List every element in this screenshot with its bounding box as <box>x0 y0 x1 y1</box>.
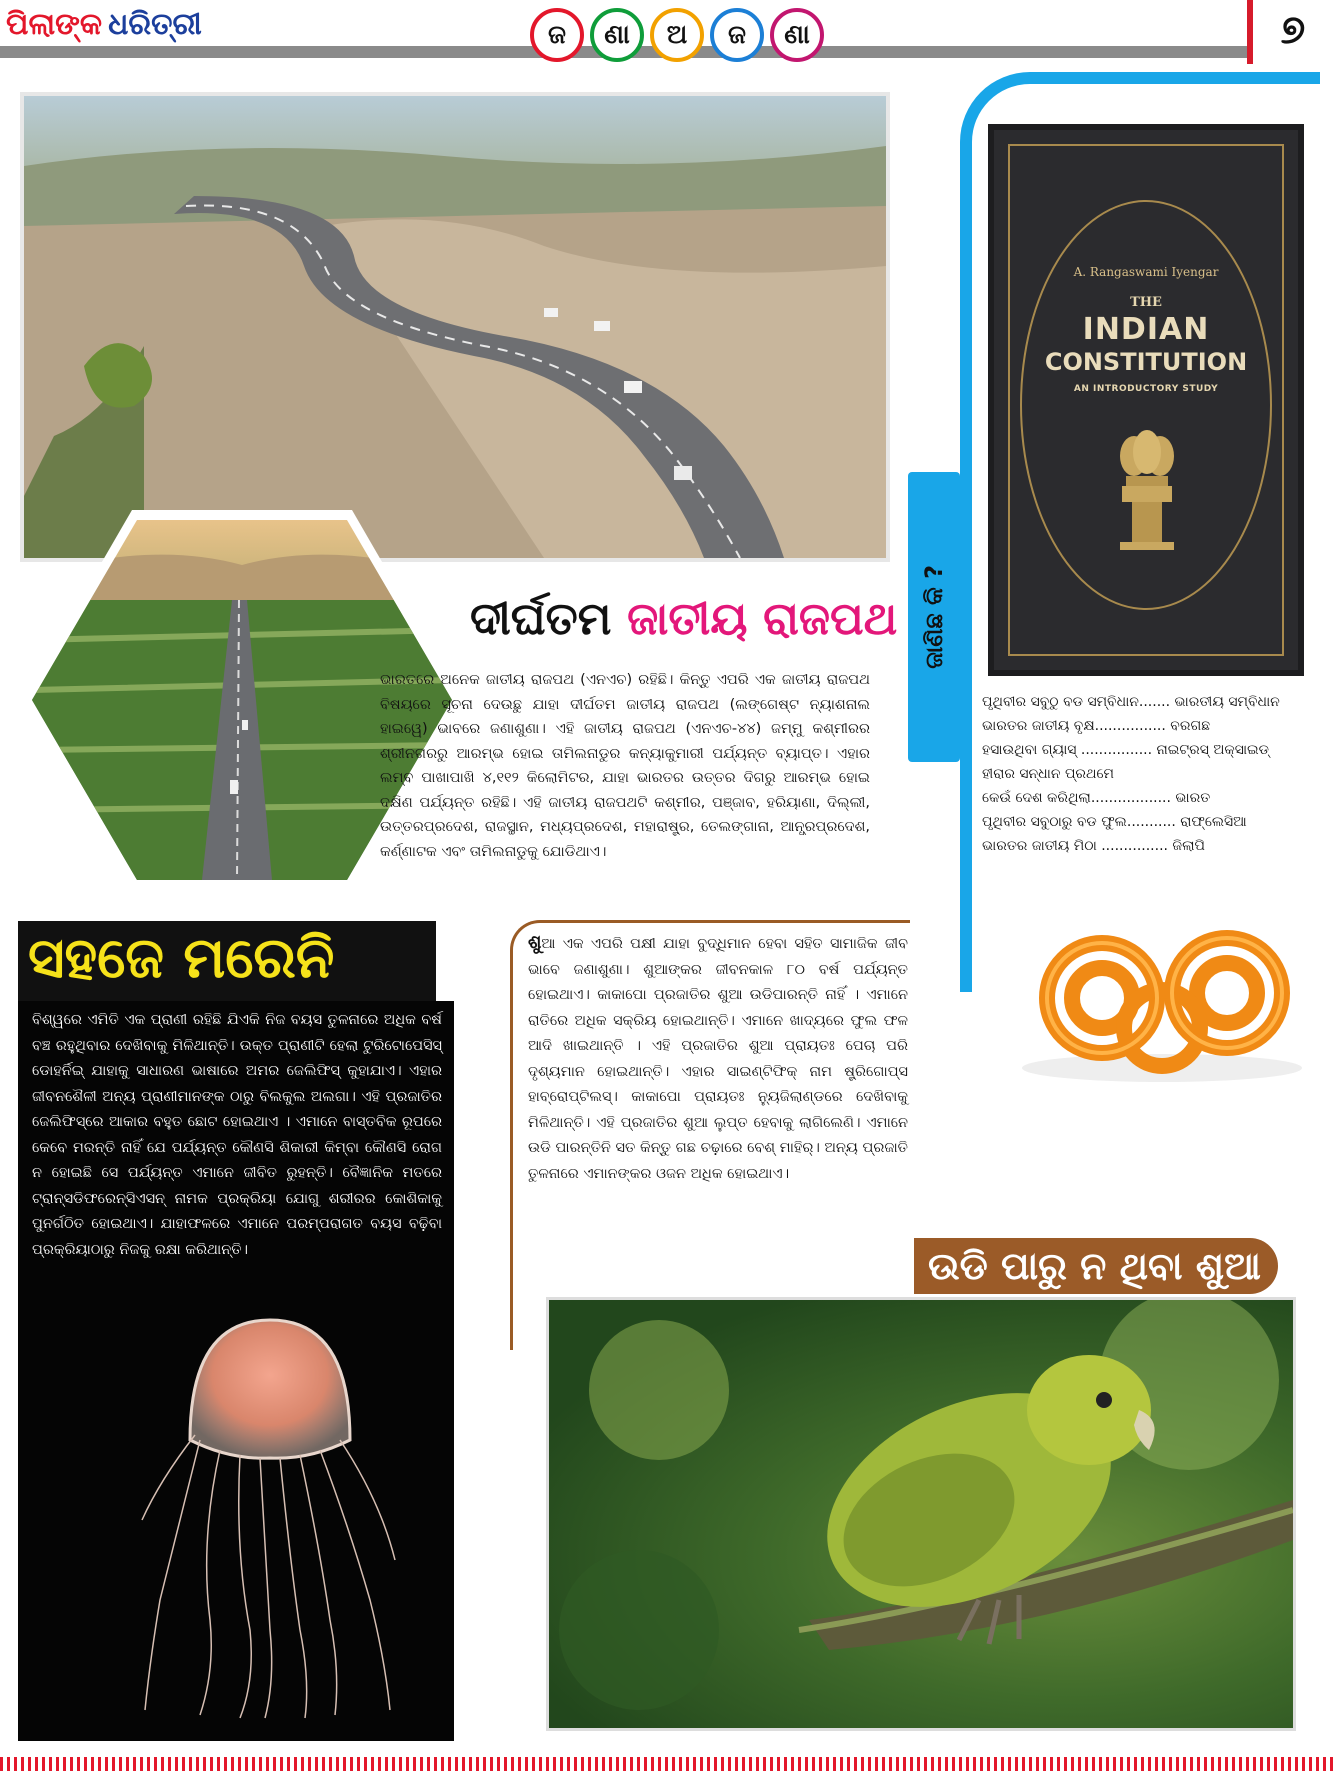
jellyfish-headline: ସହଜେ ମରେନି <box>28 926 335 991</box>
fact-item: ପୃଥିବୀର ସବୁଠୁ ବଡ ସମ୍ବିଧାନ....... ଭାରତୀୟ ସମ୍ବିଧାନ <box>982 694 1280 710</box>
brand-logo <box>6 4 202 44</box>
parrot-headline: ଉଡି ପାରୁ ନ ଥିବା ଶୁଆ <box>928 1243 1261 1288</box>
quiz-tab-label: ଜାଣିଛ କି ? <box>920 565 948 669</box>
national-emblem-icon <box>1112 428 1182 553</box>
headline-part-2: ଜାତୀୟ ରାଜପଥ <box>627 592 898 645</box>
jalebi-photo <box>1012 908 1312 1088</box>
kakapo-parrot-image <box>549 1300 1293 1728</box>
headline-part-1: ଦୀର୍ଘତମ <box>470 592 612 645</box>
highway-photo <box>20 92 890 562</box>
book-title-line1: INDIAN <box>1082 312 1210 347</box>
mountain-highway-image <box>24 96 886 558</box>
section-letter: ଜ <box>530 8 584 62</box>
section-letter: ଣା <box>770 8 824 62</box>
section-letter: ଣା <box>590 8 644 62</box>
book-title-line2: CONSTITUTION <box>1044 348 1248 376</box>
fact-item: ହସାଉଥିବା ଗ୍ୟାସ୍ ................ ନାଇଟ୍ରସ୍ ଅକ୍ସାଇଡ୍ <box>982 742 1270 758</box>
quiz-frame-cap <box>1290 72 1318 84</box>
parrot-body-text: ଆ ଏକ ଏପରି ପକ୍ଷୀ ଯାହା ବୁଦ୍ଧିମାନ ହେବା ସହିତ ସାମାଜିକ ଜୀବ ଭାବେ ଜଣାଶୁଣା। ଶୁଆଙ୍କର ଜୀବନକାଳ ୮୦ ବର୍ଷ ପର୍ଯ୍ୟନ୍ତ ହୋଇଥାଏ। କାକାପୋ ପ୍ରଜାତିର ଶୁଆ ଉଡିପାରନ୍ତି ନାହିଁ । ଏମାନେ ରାତିରେ ଅଧିକ ସକ୍ରିୟ ହୋଇଥାନ୍ତି। ଏମାନେ ଖାଦ୍ୟରେ ଫୁଲ ଫଳ ଆଦି ଖାଇଥାନ୍ତି । ଏହି ପ୍ରଜାତିର ଶୁଆ ପ୍ରାୟତଃ ପେଚା ପରି ଦୃଶ୍ୟମାନ ହୋଇଥାନ୍ତି। ଏହାର ସାଇଣ୍ଟିଫିକ୍ ନାମ ଷ୍ଟ୍ରିଗୋପ୍ସ ହାବ୍ରୋପ୍ଟିଲସ୍। କାକାପୋ ପ୍ରାୟତଃ ନ୍ୟୁଜିଲାଣ୍ଡରେ ଦେଖିବାକୁ ମିଳିଥାନ୍ତି। ଏହି ପ୍ରଜାତିର ଶୁଆ ଲୁପ୍ତ ହେବାକୁ ଲାଗିଲେଣି। ଏମାନେ ଉଡି ପାରନ୍ତିନି ସତ କିନ୍ତୁ ଗଛ ଚଢ଼ାରେ ବେଶ୍ ମାହିର୍। ଅନ୍ୟ ପ୍ରଜାତି ତୁଳନାରେ ଏମାନଙ୍କର ଓଜନ ଅଧିକ ହୋଇଥାଏ। <box>528 936 908 1182</box>
parrot-headline-box <box>914 1238 1278 1294</box>
section-letter: ଅ <box>650 8 704 62</box>
highway-article-body: ଭାରତରେ ଅନେକ ଜାତୀୟ ରାଜପଥ (ଏନଏଚ) ରହିଛି। କିନ୍ତୁ ଏପରି ଏକ ଜାତୀୟ ରାଜପଥ ବିଷୟରେ ସୂଚନା ଦେଉଛୁ ଯାହା ଦୀର୍ଘତମ ଜାତୀୟ ରାଜପଥ (ଲଙ୍ଗେଷ୍ଟ ନ୍ୟାଶନାଲ ହାଇୱେ) ଭାବରେ ଜଣାଶୁଣା। ଏହି ଜାତୀୟ ରାଜପଥ (ଏନଏଚ-୪୪) ଜମ୍ମୁ କଶ୍ମୀରର ଶ୍ରୀନଗରରୁ ଆରମ୍ଭ ହୋଇ ତାମିଲନାଡୁର କନ୍ୟାକୁମାରୀ ପର୍ଯ୍ୟନ୍ତ ବ୍ୟାପ୍ତ। ଏହାର ଲମ୍ବ ପାଖାପାଖି ୪,୧୧୨ କିଲୋମିଟର, ଯାହା ଭାରତର ଉତ୍ତର ଦିଗରୁ ଆରମ୍ଭ ହୋଇ ଦକ୍ଷିଣ ପର୍ଯ୍ୟନ୍ତ ରହିଛି। ଏହି ଜାତୀୟ ରାଜପଥଟି କଶ୍ମୀର, ପଞ୍ଜାବ, ହରିୟାଣା, ଦିଲ୍ଲୀ, ଉତ୍ତରପ୍ରଦେଶ, ରାଜସ୍ଥାନ, ମଧ୍ୟପ୍ରଦେଶ, ମହାରାଷ୍ଟ୍ର, ତେଲଙ୍ଗାନା, ଆନ୍ଧ୍ରପ୍ରଦେଶ, କର୍ଣ୍ଣାଟକ ଏବଂ ତାମିଲନାଡୁକୁ ଯୋଡିଥାଏ। <box>380 672 870 860</box>
book-subtitle: AN INTRODUCTORY STUDY <box>1073 384 1219 394</box>
quiz-facts-list <box>982 690 1312 858</box>
kakapo-photo <box>546 1297 1296 1731</box>
jellyfish-image <box>140 1300 400 1720</box>
brand-word-1: ପିଲାଙ୍କ <box>6 6 103 42</box>
parrot-article-body <box>528 930 908 1187</box>
highway-headline <box>470 592 897 646</box>
book-author: A. Rangaswami Iyengar <box>1073 265 1219 279</box>
section-title-circles <box>530 8 824 62</box>
fact-item: ହୀରାର ସନ୍ଧାନ ପ୍ରଥମେ <box>982 766 1114 782</box>
page-number-divider <box>1247 0 1253 64</box>
jellyfish-article-body: ବିଶ୍ୱରେ ଏମିତି ଏକ ପ୍ରାଣୀ ରହିଛି ଯିଏକି ନିଜ ବୟସ ତୁଳନାରେ ଅଧିକ ବର୍ଷ ବଞ୍ଚ ରହୁଥିବାର ଦେଖିବାକୁ ମିଳିଥାନ୍ତି। ଉକ୍ତ ପ୍ରାଣୀଟି ହେଲା ଟୁରିଟୋପେସିସ୍ ଡୋହର୍ନିଇ୍ ଯାହାକୁ ସାଧାରଣ ଭାଷାରେ ଅମର ଜେଲିଫିସ୍ କୁହାଯାଏ। ଏହାର ଜୀବନଶୈଳୀ ଅନ୍ୟ ପ୍ରାଣୀମାନଙ୍କ ଠାରୁ ବିଲକୁଲ ଅଲଗା। ଏହି ପ୍ରଜାତିର ଜେଲିଫିସ୍‌ରେ ଆକାର ବହୁତ ଛୋଟ ହୋଇଥାଏ । ଏମାନେ ବାସ୍ତବିକ ରୂପରେ କେବେ ମରନ୍ତି ନାହିଁ ଯେ ପର୍ଯ୍ୟନ୍ତ କୌଣସି ଶିକାରୀ କିମ୍ବା କୌଣସି ରୋଗ ନ ହୋଇଛି ସେ ପର୍ଯ୍ୟନ୍ତ ଏମାନେ ଜୀବିତ ରୁହନ୍ତି। ବୈଜ୍ଞାନିକ ମତରେ ଟ୍ରାନ୍ସଡିଫରେନ୍ସିଏସନ୍ ନାମକ ପ୍ରକ୍ରିୟା ଯୋଗୁ ଶରୀରର କୋଶିକାକୁ ପୁନର୍ଗଠିତ ହୋଇଥାଏ। ଯାହାଫଳରେ ଏମାନେ ପରମ୍ପରାଗତ ବୟସ ବଢ଼ିବା ପ୍ରକ୍ରିୟାଠାରୁ ନିଜକୁ ରକ୍ଷା କରିଥାନ୍ତି। <box>32 1012 442 1258</box>
page-number: ୭ <box>1280 7 1306 53</box>
constitution-book-cover <box>988 124 1304 676</box>
brand-word-2: ଧରିତ୍ରୀ <box>108 6 202 42</box>
book-title-the: THE <box>1130 295 1162 310</box>
fact-item: କେଉଁ ଦେଶ କରିଥିଲା.................. ଭାରତ <box>982 790 1211 806</box>
fact-item: ଭାରତର ଜାତୀୟ ମିଠା ............... ଜିଲାପି <box>982 838 1205 854</box>
fact-item: ଭାରତର ଜାତୀୟ ବୃକ୍ଷ................ ବରଗଛ <box>982 718 1211 734</box>
quiz-tab <box>908 472 960 762</box>
section-letter: ଜ <box>710 8 764 62</box>
parrot-dropcap: ଶୁ <box>528 932 542 953</box>
fact-item: ପୃଥିବୀର ସବୁଠାରୁ ବଡ ଫୁଲ........... ରାଫ୍ଲେସିଆ <box>982 814 1247 830</box>
footer-strip <box>0 1757 1335 1771</box>
